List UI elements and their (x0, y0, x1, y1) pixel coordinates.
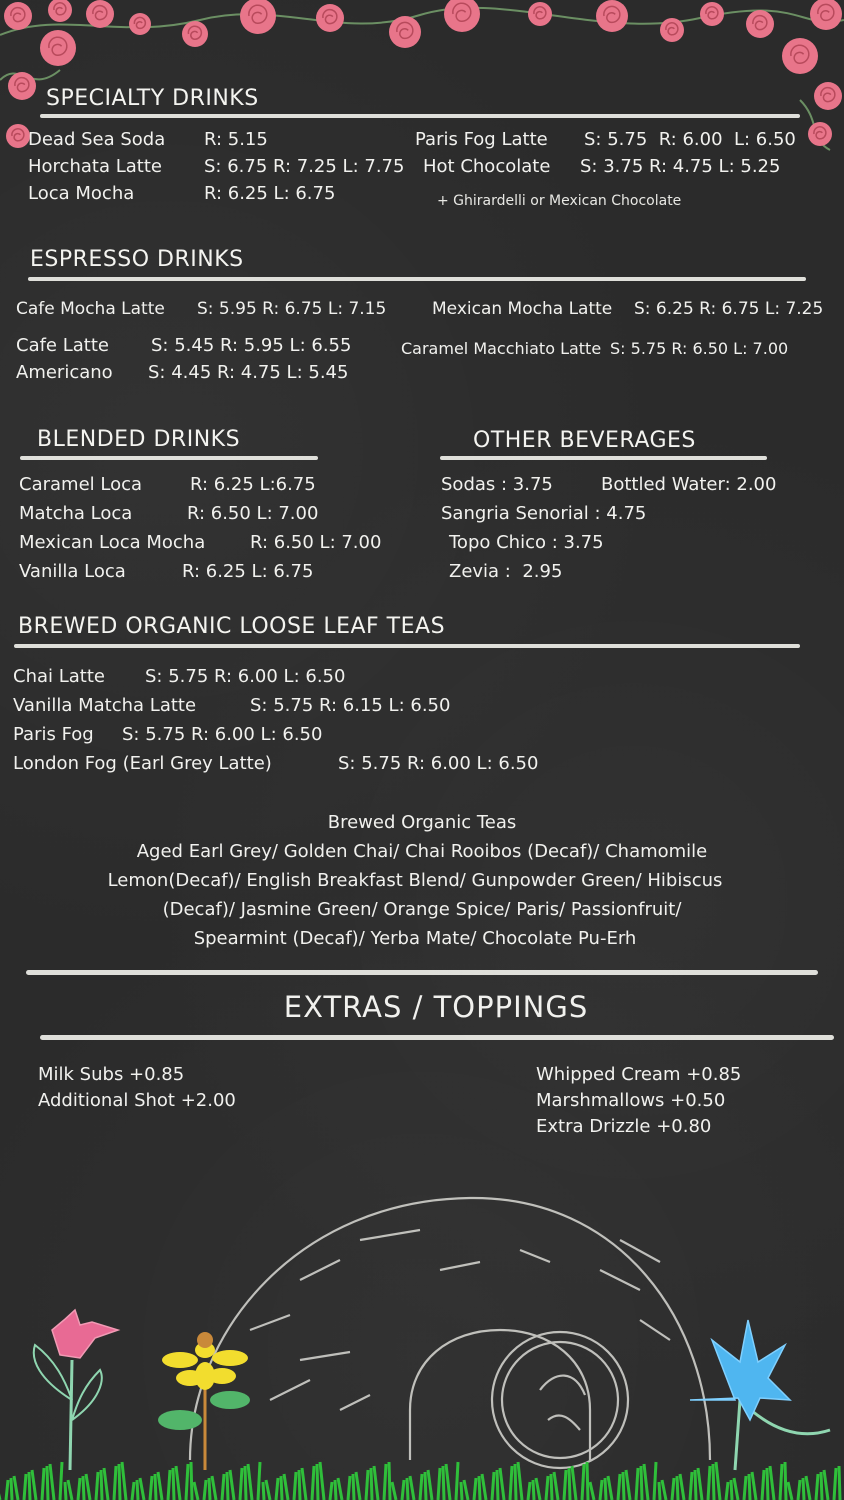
grass-blade (618, 1474, 620, 1500)
grass-blade (672, 1478, 674, 1500)
menu-item-name: Paris Fog Latte (415, 129, 548, 150)
grass-blade (158, 1472, 162, 1500)
grass-blade (168, 1470, 170, 1500)
menu-item: Bottled Water: 2.00 (601, 474, 777, 495)
menu-item-prices: R: 5.15 (204, 129, 268, 150)
grass-blade (492, 1472, 494, 1500)
extra-item: Whipped Cream +0.85 (536, 1064, 742, 1085)
grass-blade (50, 1464, 54, 1500)
grass-blade (119, 1464, 120, 1500)
grass-blade (24, 1474, 26, 1500)
grass-blade (122, 1462, 126, 1500)
grass-blade (569, 1468, 570, 1500)
specialty-heading: SPECIALTY DRINKS (46, 86, 259, 111)
grass-blade (194, 1482, 198, 1500)
extras-heading: EXTRAS / TOPPINGS (283, 990, 589, 1024)
brewed-teas-line: Lemon(Decaf)/ English Breakfast Blend/ Gunpowder Green/ Hibiscus (107, 870, 723, 891)
rose-icon (782, 38, 818, 74)
blended-divider (20, 456, 318, 460)
teas-divider (14, 644, 800, 648)
menu-item-prices: S: 6.25 R: 6.75 L: 7.25 (634, 299, 824, 319)
menu-item-name: London Fog (Earl Grey Latte) (13, 753, 272, 774)
grass-blade (302, 1468, 306, 1500)
extras-top-divider (26, 970, 818, 975)
menu-item-prices: S: 4.45 R: 4.75 L: 5.45 (148, 362, 349, 383)
rose-icon (814, 82, 842, 110)
grass-blade (731, 1480, 732, 1500)
grass-blade (222, 1474, 224, 1500)
menu-item-prices: R: 6.25 L: 6.75 (204, 183, 336, 204)
menu-item-name: Matcha Loca (19, 503, 133, 524)
grass-blade (554, 1472, 558, 1500)
grass-blade (132, 1482, 134, 1500)
grass-blade (402, 1480, 404, 1500)
grass-blade (798, 1480, 800, 1500)
flower-icon (690, 1320, 830, 1470)
grass-blade (83, 1476, 84, 1500)
grass-blade (644, 1464, 648, 1500)
grass-blade (209, 1478, 210, 1500)
rose-icon (4, 0, 842, 148)
grass-blade (626, 1470, 630, 1500)
grass-blade (425, 1472, 426, 1500)
extra-item: Extra Drizzle +0.80 (536, 1116, 712, 1137)
grass-blade (605, 1478, 606, 1500)
brewed-teas-line: (Decaf)/ Jasmine Green/ Orange Spice/ Paris/ Passionfruit/ (162, 899, 682, 920)
grass-blade (68, 1480, 72, 1500)
brewed-teas-line: Aged Earl Grey/ Golden Chai/ Chai Rooibos (Decaf)/ Chamomile (136, 841, 708, 862)
grass-blade (749, 1474, 750, 1500)
grass-blade (752, 1472, 756, 1500)
grass-blade (662, 1480, 666, 1500)
grass-blade (155, 1474, 156, 1500)
menu-item-prices: R: 6.50 L: 7.00 (187, 503, 319, 524)
grass-blade (438, 1468, 440, 1500)
grass-blade (446, 1464, 450, 1500)
grass-blade (96, 1472, 98, 1500)
rose-icon (389, 16, 421, 48)
grass-blade (551, 1474, 552, 1500)
grass-blade (173, 1468, 174, 1500)
rose-icon (660, 18, 684, 42)
rose-icon (808, 122, 832, 146)
menu-item-prices: R: 6.25 L: 6.75 (182, 561, 314, 582)
grass-blade (464, 1480, 468, 1500)
grass-blade (695, 1470, 696, 1500)
grass-blade (788, 1482, 792, 1500)
grass-blade (137, 1480, 138, 1500)
grass-blade (353, 1474, 354, 1500)
tomb-icon (190, 1198, 710, 1468)
rose-icon (700, 2, 724, 26)
grass-blade (374, 1466, 378, 1500)
grass-blade (744, 1476, 746, 1500)
grass-blade (590, 1482, 594, 1500)
grass-blade (824, 1470, 828, 1500)
grass-blade (6, 1480, 8, 1500)
grass-blade (767, 1468, 768, 1500)
grass-blade (140, 1478, 144, 1500)
menu-item-name: Horchata Latte (28, 156, 162, 177)
grass-blade (680, 1474, 684, 1500)
specialty-divider (40, 114, 800, 118)
rose-icon (8, 72, 36, 100)
grass-blade (536, 1478, 540, 1500)
menu-item-prices: S: 5.75 R: 6.00 L: 6.50 (584, 129, 796, 150)
rose-icon (746, 10, 774, 38)
grass-blade (474, 1478, 476, 1500)
menu-item: Sangria Senorial : 4.75 (441, 503, 647, 524)
grass-blade (204, 1480, 206, 1500)
menu-item-name: Vanilla Loca (19, 561, 126, 582)
grass-blade (371, 1468, 372, 1500)
grass-blade (389, 1462, 390, 1500)
menu-item-prices: S: 5.75 R: 6.50 L: 7.00 (610, 339, 789, 358)
grass-blade (320, 1462, 324, 1500)
grass-blade (294, 1472, 296, 1500)
grass-blade (461, 1482, 462, 1500)
menu-item-name: Paris Fog (13, 724, 94, 745)
grass-blade (420, 1474, 422, 1500)
grass-blade (608, 1476, 612, 1500)
menu-item-prices: S: 5.75 R: 6.00 L: 6.50 (145, 666, 346, 687)
grass-blade (227, 1472, 228, 1500)
grass-blade (726, 1482, 728, 1500)
extra-item: Additional Shot +2.00 (38, 1090, 236, 1111)
menu-item-prices: S: 6.75 R: 7.25 L: 7.75 (204, 156, 405, 177)
grass-blade (623, 1472, 624, 1500)
grass-blade (101, 1470, 102, 1500)
grass-blade (407, 1478, 408, 1500)
specialty-note: + Ghirardelli or Mexican Chocolate (437, 193, 682, 209)
grass-blade (821, 1472, 822, 1500)
grass-blade (335, 1480, 336, 1500)
grass-blade (281, 1476, 282, 1500)
grass-blade (384, 1464, 386, 1500)
grass-blade (677, 1476, 678, 1500)
menu-item-name: Mexican Loca Mocha (19, 532, 206, 553)
brewed-teas-title: Brewed Organic Teas (327, 812, 517, 833)
grass-blade (14, 1476, 18, 1500)
menu-item: Topo Chico : 3.75 (449, 532, 604, 553)
menu-item-name: Cafe Latte (16, 335, 109, 356)
grass-blade (734, 1478, 738, 1500)
menu-item-prices: S: 5.45 R: 5.95 L: 6.55 (151, 335, 352, 356)
menu-item: Zevia : 2.95 (449, 561, 563, 582)
grass-blade (65, 1482, 66, 1500)
grass-blade (150, 1476, 152, 1500)
grass-blade (713, 1464, 714, 1500)
grass-blade (528, 1482, 530, 1500)
grass-blade (266, 1480, 270, 1500)
grass-blade (284, 1474, 288, 1500)
grass-blade (600, 1480, 602, 1500)
grass-blade (762, 1470, 764, 1500)
rose-icon (4, 2, 32, 30)
menu-item-name: Americano (16, 362, 113, 383)
grass-blade (690, 1472, 692, 1500)
grass-blade (263, 1482, 264, 1500)
flower-icon (158, 1332, 250, 1470)
grass-blade (533, 1480, 534, 1500)
menu-item-prices: S: 5.75 R: 6.00 L: 6.50 (122, 724, 323, 745)
flower-icon (34, 1310, 118, 1470)
grass-blade (698, 1468, 702, 1500)
menu-item-prices: S: 5.95 R: 6.75 L: 7.15 (197, 299, 387, 319)
menu-item-name: Cafe Mocha Latte (16, 299, 165, 319)
other-heading: OTHER BEVERAGES (473, 428, 696, 453)
teas-heading: BREWED ORGANIC LOOSE LEAF TEAS (18, 614, 446, 639)
grass-blade (78, 1478, 80, 1500)
rose-icon (444, 0, 480, 32)
grass-blade (330, 1482, 332, 1500)
grass-blade (245, 1466, 246, 1500)
menu-item-name: Chai Latte (13, 666, 105, 687)
menu-item-name: Caramel Macchiato Latte (401, 339, 602, 358)
grass-blade (240, 1468, 242, 1500)
grass-blade (42, 1468, 44, 1500)
grass-blade (770, 1466, 774, 1500)
menu-item-name: Vanilla Matcha Latte (13, 695, 197, 716)
grass-blade (482, 1474, 486, 1500)
menu-item-name: Hot Chocolate (423, 156, 551, 177)
grass-blade (708, 1466, 710, 1500)
grass-blade (641, 1466, 642, 1500)
rose-icon (40, 30, 76, 66)
grass-blade (443, 1466, 444, 1500)
espresso-heading: ESPRESSO DRINKS (30, 247, 244, 272)
menu-item-prices: R: 6.25 L:6.75 (190, 474, 316, 495)
grass-blade (176, 1466, 180, 1500)
grass-icon (0, 1462, 840, 1500)
grass-blade (410, 1476, 414, 1500)
grass-blade (32, 1470, 36, 1500)
grass-blade (572, 1466, 576, 1500)
grass-blade (276, 1478, 278, 1500)
grass-blade (518, 1462, 522, 1500)
grass-blade (510, 1466, 512, 1500)
rose-icon (129, 13, 151, 35)
grass-blade (803, 1478, 804, 1500)
rose-icon (6, 124, 30, 148)
grass-blade (11, 1478, 12, 1500)
grass-blade (839, 1466, 840, 1500)
grass-blade (248, 1464, 252, 1500)
menu-item-name: Mexican Mocha Latte (432, 299, 613, 319)
grass-blade (497, 1470, 498, 1500)
grass-blade (546, 1476, 548, 1500)
grass-blade (29, 1472, 30, 1500)
grass-blade (816, 1474, 818, 1500)
extra-item: Milk Subs +0.85 (38, 1064, 185, 1085)
rose-icon (182, 21, 208, 47)
grass-blade (104, 1468, 108, 1500)
menu-item-name: Dead Sea Soda (28, 129, 166, 150)
grass-blade (338, 1478, 342, 1500)
grass-blade (500, 1468, 504, 1500)
grass-blade (312, 1466, 314, 1500)
rose-icon (316, 4, 344, 32)
grass-blade (392, 1482, 396, 1500)
rose-icon (596, 0, 628, 32)
menu-item-prices: S: 3.75 R: 4.75 L: 5.25 (580, 156, 781, 177)
extra-item: Marshmallows +0.50 (536, 1090, 726, 1111)
espresso-divider (28, 277, 806, 281)
grass-blade (659, 1482, 660, 1500)
grass-blade (564, 1470, 566, 1500)
grass-blade (356, 1472, 360, 1500)
grass-blade (654, 1462, 656, 1500)
grass-blade (806, 1476, 810, 1500)
grass-blade (456, 1462, 458, 1500)
blended-heading: BLENDED DRINKS (37, 427, 241, 452)
rose-icon (86, 0, 114, 28)
grass-blade (317, 1464, 318, 1500)
grass-blade (515, 1464, 516, 1500)
grass-blade (716, 1462, 720, 1500)
menu-item-name: Loca Mocha (28, 183, 135, 204)
grass-blade (47, 1466, 48, 1500)
grass-blade (785, 1462, 786, 1500)
grass-blade (366, 1470, 368, 1500)
grass-blade (230, 1470, 234, 1500)
grass-blade (428, 1470, 432, 1500)
menu-item-prices: S: 5.75 R: 6.15 L: 6.50 (250, 695, 451, 716)
grass-blade (299, 1470, 300, 1500)
menu-item-prices: S: 5.75 R: 6.00 L: 6.50 (338, 753, 539, 774)
grass-blade (582, 1464, 584, 1500)
grass-blade (86, 1474, 90, 1500)
brewed-teas-line: Spearmint (Decaf)/ Yerba Mate/ Chocolate Pu-Erh (193, 928, 637, 949)
other-divider (440, 456, 767, 460)
grass-blade (60, 1462, 62, 1500)
extras-bottom-divider (40, 1035, 834, 1040)
menu-item-name: Caramel Loca (19, 474, 143, 495)
rose-icon (528, 2, 552, 26)
grass-blade (834, 1468, 836, 1500)
menu-item-prices: R: 6.50 L: 7.00 (250, 532, 382, 553)
grass-blade (114, 1466, 116, 1500)
grass-blade (780, 1464, 782, 1500)
grass-blade (191, 1462, 192, 1500)
grass-blade (636, 1468, 638, 1500)
grass-blade (258, 1462, 260, 1500)
grass-blade (212, 1476, 216, 1500)
menu-item: Sodas : 3.75 (441, 474, 553, 495)
grass-blade (587, 1462, 588, 1500)
grass-blade (186, 1464, 188, 1500)
grass-blade (479, 1476, 480, 1500)
grass-blade (348, 1476, 350, 1500)
